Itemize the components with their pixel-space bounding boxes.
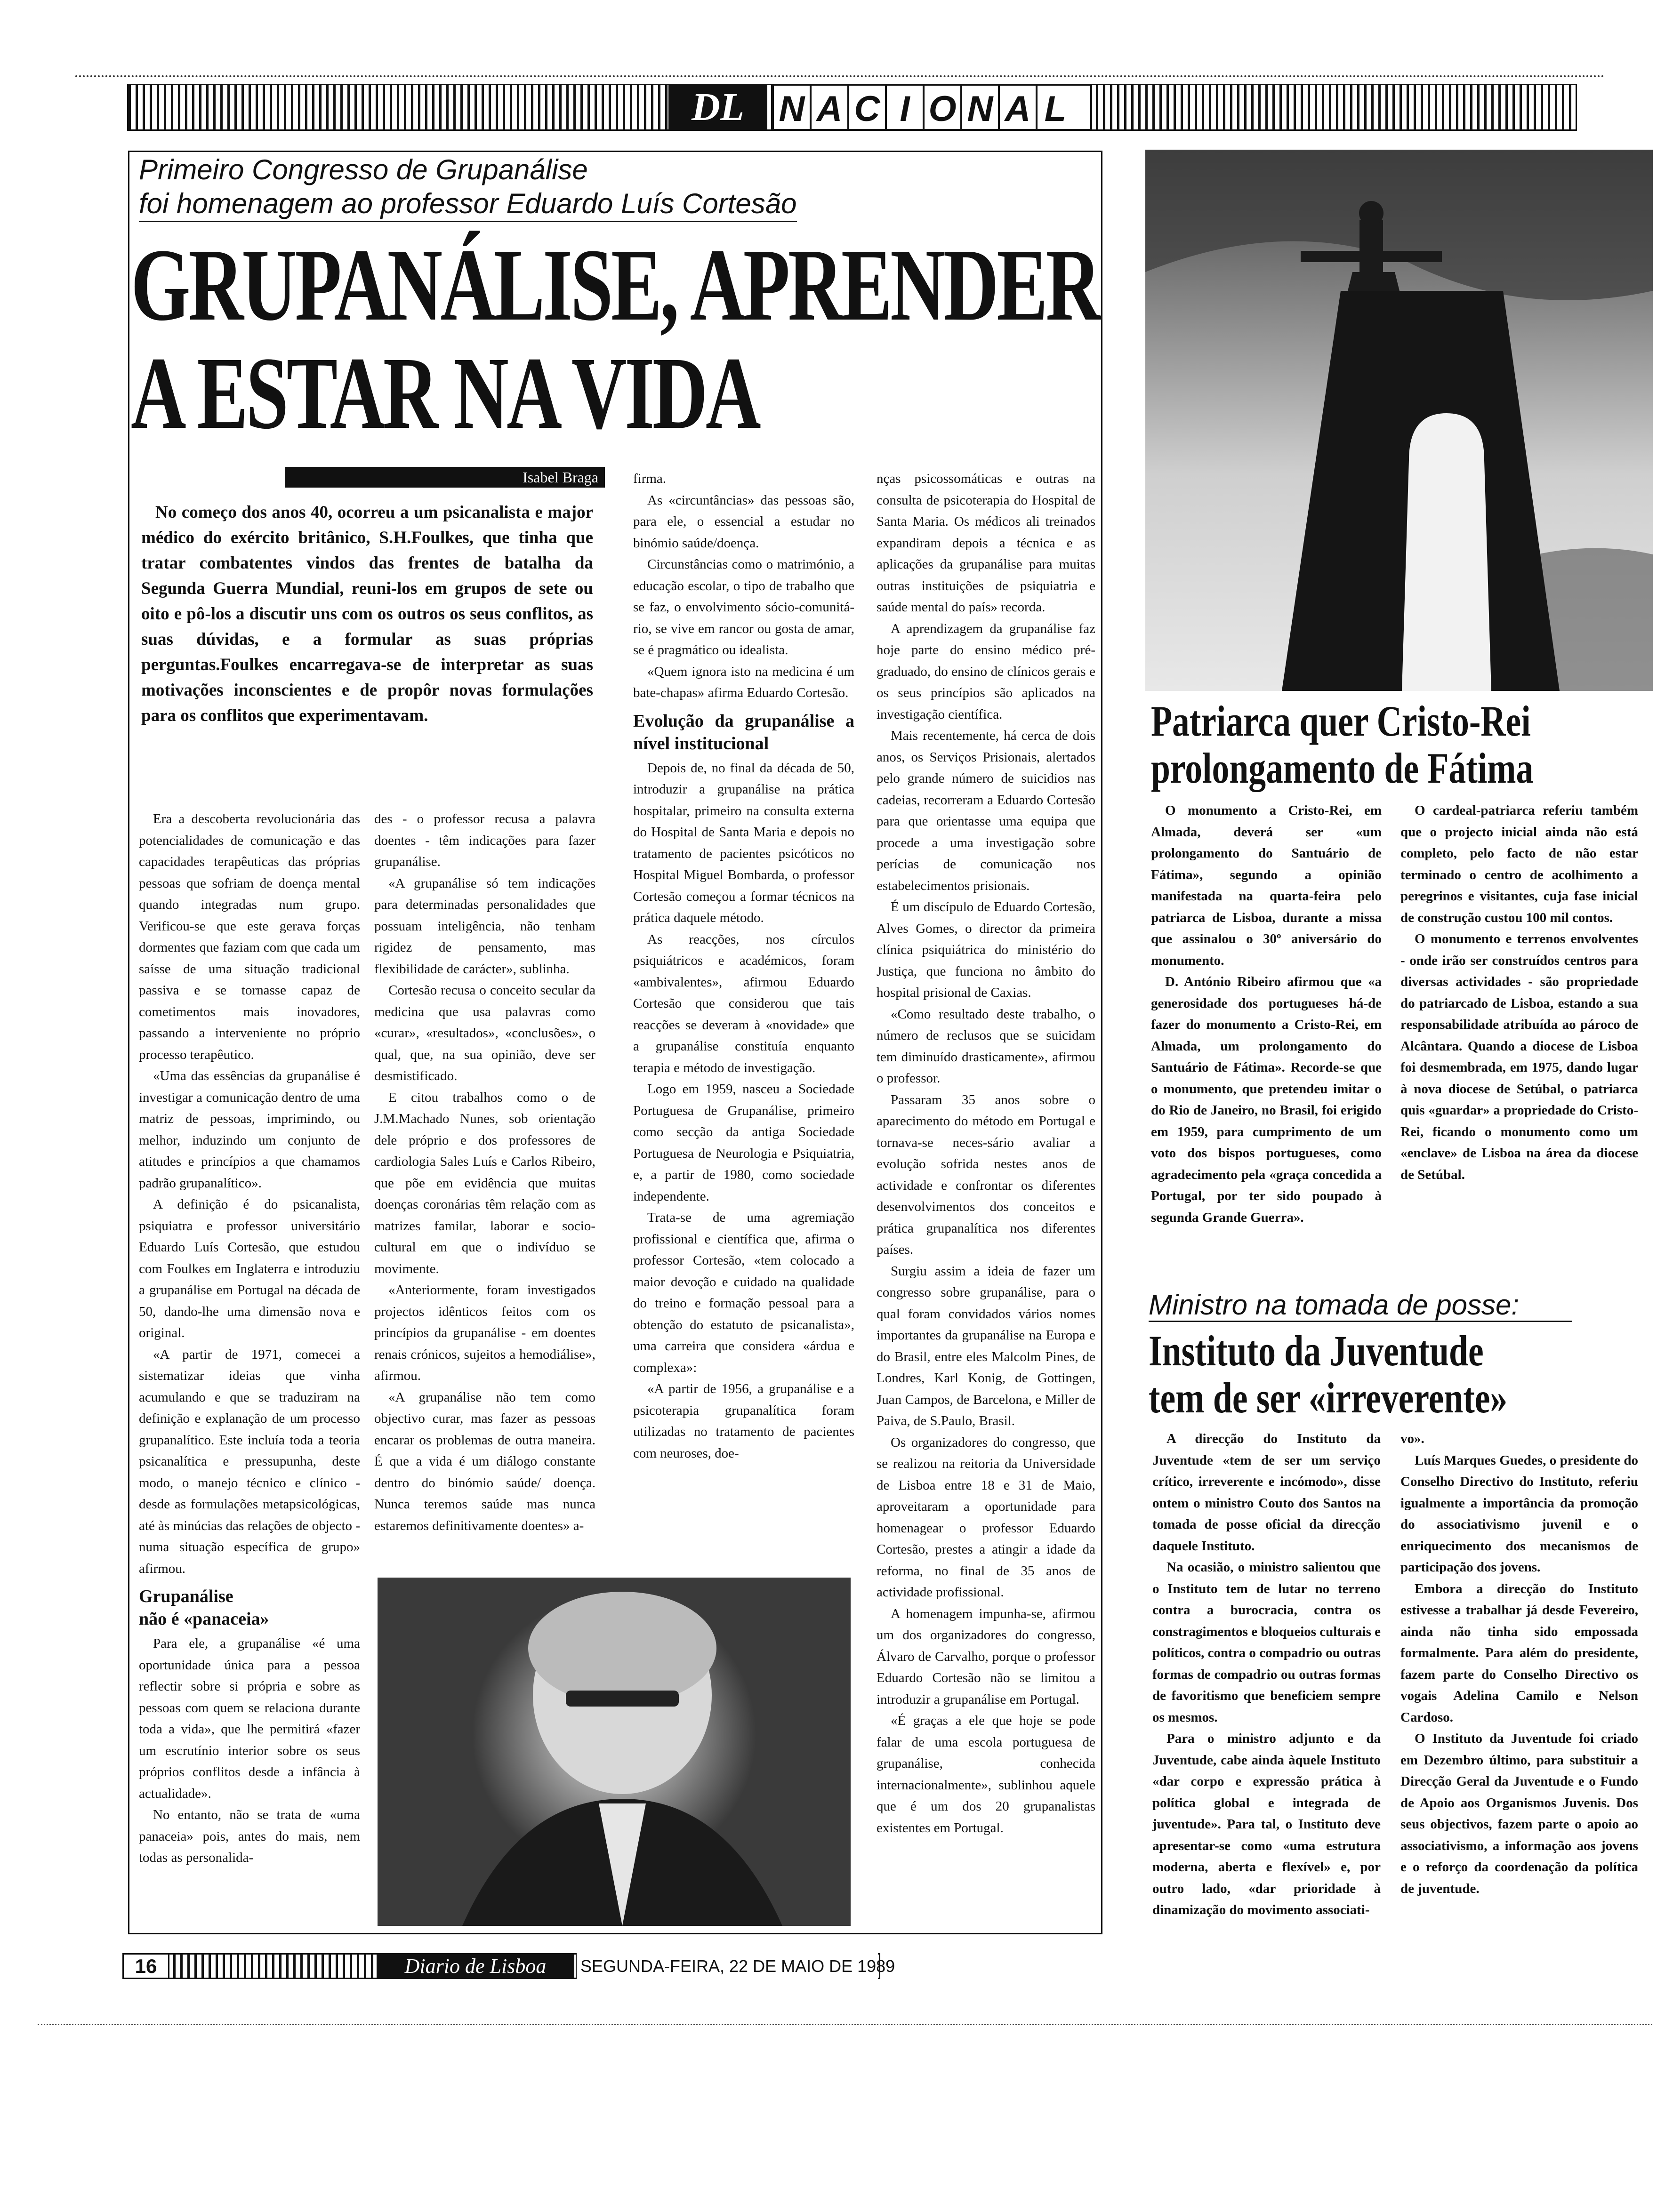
lead-paragraph <box>141 500 593 729</box>
section-letter: N <box>960 86 998 129</box>
main-headline <box>131 227 1099 450</box>
juventude-headline-line2: tem de ser «irreverente» <box>1149 1374 1508 1422</box>
main-column-3 <box>633 468 854 1570</box>
main-col2-paragraph: des - o professor recusa a palavra doentes - têm indicações para fazer grupanálise. <box>374 811 595 869</box>
main-col1-paragraph: Era a descoberta revolucionária das potencialidades de comunicação e das capacidades terapêuticas das próprias pessoas que sofriam de doença mental quando integradas num grupo. Verificou-se que este gerava forças dormentes que faziam com que cada um saísse de uma situação tradicional passiva e se tornasse capaz de cometimentos mais inovadores, passando a interveniente no próprio processo terapêutico. <box>139 811 360 1062</box>
main-col1-paragraph: «Uma das essências da grupanálise é investigar a comunicação dentro de uma matriz de pessoas, imprimindo, ou melhor, induzindo um conjunto de atitudes e princípios a que chamamos padrão grupanalítico». <box>139 1068 360 1191</box>
main-column-1 <box>139 809 360 1919</box>
main-col1-paragraph: No entanto, não se trata de «uma panaceia» pois, antes do mais, nem todas as personalida- <box>139 1807 360 1865</box>
main-col2-paragraph: «A grupanálise só tem indicações para determinadas personalidades que possuam inteligência, não tenham rigidez de pensamento, mas flexibilidade de carácter», sublinha. <box>374 875 595 977</box>
section-letter: L <box>1036 86 1073 129</box>
section-letter: A <box>998 86 1036 129</box>
main-headline-line2: A ESTAR NA VIDA <box>131 336 759 450</box>
main-col2-paragraph: «A grupanálise não tem como objectivo curar, mas fazer as pessoas encarar os problemas de outra maneira. É que a vida é um diálogo constante dentro do binómio saúde/ doença. Nunca teremos saúde mas nunca estaremos definitivamente doentes» a- <box>374 1389 595 1533</box>
paper-name <box>377 1953 574 1979</box>
patriarca-column-2 <box>1400 800 1638 1252</box>
main-col4-paragraph: Surgiu assim a ideia de fazer um congresso sobre grupanálise, para o qual foram convidados vários nomes importantes da grupanálise na Europa e do Brasil, entre eles Malcolm Pines, de Londres, Karl Konig, de Gottingen, Juan Campos, de Barcelona, e Miller de Paiva, de S.Paulo, Brasil. <box>877 1263 1095 1428</box>
main-col3-paragraph: «A partir de 1956, a grupanálise e a psicoterapia grupanalítica foram utilizadas no tratamento de pacientes com neuroses, doe- <box>633 1381 854 1461</box>
patriarca-col2-paragraph: O cardeal-patriarca referiu também que o projecto inicial ainda não está completo, pelo facto de não estar terminado o centro de acolhimento a peregrinos e visitantes, cuja fase inicial de construção custou 100 mil contos. <box>1400 803 1638 925</box>
professor-portrait-photo <box>378 1578 851 1926</box>
main-column-4 <box>877 468 1095 1927</box>
main-col4-paragraph: «É graças a ele que hoje se pode falar de uma escola portuguesa de grupanálise, conhecida internacionalmente», sublinhou aquele que é um dos 20 grupanalistas existentes em Portugal. <box>877 1713 1095 1835</box>
main-col1-paragraph: «A partir de 1971, comecei a sistematizar ideias que vinha acumulando e que se traduziram na definição e explanação de um processo grupanalítico. Este incluía toda a teoria psicanalítica e pressupunha, deste modo, o manejo técnico e clínico - desde as formulações metapsicológicas, até às minúcias das relações de objecto - numa situação específica de grupo» afirmou. <box>139 1346 360 1576</box>
juventude-col2-paragraph: Embora a direcção do Instituto estivesse a trabalhar já desde Fevereiro, ainda não tinha sido empossada formalmente. Para além do presidente, fazem parte do Conselho Directivo os vogais Adelina Camilo e Nelson Cardoso. <box>1400 1581 1638 1725</box>
page-number-text: 16 <box>135 1955 157 1977</box>
grupanalise-subheading-line2: não é «panaceia» <box>139 1609 269 1629</box>
patriarca-col1-paragraph: O monumento a Cristo-Rei, em Almada, deverá ser «um prolongamento do Santuário de Fátima», segundo a opinião manifestada na quarta-feira pelo patriarca de Lisboa, durante a missa que assinalou o 30º aniversário do monumento. <box>1151 803 1382 968</box>
patriarca-headline-line1: Patriarca quer Cristo-Rei <box>1151 697 1531 745</box>
main-col3-paragraph: As «circuntâncias» das pessoas são, para ele, o essencial a estudar no binómio saúde/doença. <box>633 492 854 551</box>
cristo-rei-photo <box>1145 150 1653 691</box>
main-col4-paragraph: A homenagem impunha-se, afirmou um dos organizadores do congresso, Álvaro de Carvalho, porque o professor Eduardo Cortesão não se limitou a introduzir a grupanálise em Portugal. <box>877 1606 1095 1707</box>
cristo-rei-monument <box>1145 150 1653 691</box>
main-col4-paragraph: Os organizadores do congresso, que se realizou na reitoria da Universidade de Lisboa entre 18 e 31 de Maio, aproveitaram a oportunidade para homenagear o professor Eduardo Cortesão, prestes a atingir a idade da reforma, no final de 35 anos de actividade profissional. <box>877 1435 1095 1600</box>
section-logo-text: DL <box>692 85 744 129</box>
juventude-kicker <box>1149 1290 1572 1322</box>
grupanalise-subheading-line1: Grupanálise <box>139 1587 233 1606</box>
main-kicker <box>139 153 939 222</box>
lead-text: No começo dos anos 40, ocorreu a um psicanalista e major médico do exército britânico, S.H.Foulkes, que tinha que tratar combatentes vindos das frentes de batalha da Segunda Guerra Mundial, reuni-los em grupos de sete ou oito e pô-los a discutir uns com os outros os seus conflitos, as suas dúvidas, e a formular as suas próprias perguntas.Foulkes encarregava-se de interpretar as suas motivações inconscientes e de propôr novas formulações para os conflitos que experimentavam. <box>141 503 593 725</box>
juventude-col2-paragraph: O Instituto da Juventude foi criado em Dezembro último, para substituir a Direcção Geral da Juventude e o Fundo de Apoio aos Organismos Juvenis. Dos seus objectivos, fazem parte o apoio ao associativismo, a informação aos jovens e o reforço da coordenação da política de juventude. <box>1400 1731 1638 1896</box>
juventude-col2-paragraph: Luís Marques Guedes, o presidente do Conselho Directivo do Instituto, referiu igualmente a importância da promoção do associativismo juvenil e o enriquecimento dos mecanismos de participação dos jovens. <box>1400 1452 1638 1575</box>
main-col1-paragraph: Para ele, a grupanálise «é uma oportunidade única para a pessoa reflectir sobre si própria e sobre as pessoas com quem se relaciona durante toda a vida», que lhe permitirá «fazer um escrutínio interior sobre os seus próprios conflitos desde a infância à actualidade». <box>139 1636 360 1801</box>
main-col3-paragraph: As reacções, nos círculos psiquiátricos e académicos, foram «ambivalentes», afirmou Eduardo Cortesão que considerou que tais reacções se deveram à «novidade» que a grupanálise constituía enquanto terapia e método de investigação. <box>633 931 854 1075</box>
main-col4-paragraph: É um discípulo de Eduardo Cortesão, Alves Gomes, o director da primeira clínica psiquiátrica do ministério do Justiça, que funciona no âmbito do hospital prisional de Caxias. <box>877 899 1095 1000</box>
main-col3-paragraph: «Quem ignora isto na medicina é um bate-chapas» afirma Eduardo Cortesão. <box>633 664 854 700</box>
section-logo <box>668 84 767 131</box>
byline <box>285 467 605 488</box>
issue-date <box>577 1953 895 1979</box>
issue-date-text: SEGUNDA-FEIRA, 22 DE MAIO DE 1989 <box>580 1956 895 1976</box>
main-col3-paragraph: Logo em 1959, nasceu a Sociedade Portuguesa de Grupanálise, primeiro como secção da antiga Sociedade Portuguesa de Neurologia e Psiquiatria, e, a partir de 1980, como sociedade independente. <box>633 1082 854 1204</box>
main-col4-paragraph: «Como resultado deste trabalho, o número de reclusos que se suicidam tem diminuído drasticamente», afirmou o professor. <box>877 1006 1095 1086</box>
paper-name-text: Diario de Lisboa <box>404 1955 547 1978</box>
patriarca-headline <box>1151 697 1546 792</box>
juventude-col1-paragraph: Para o ministro adjunto e da Juventude, cabe ainda àquele Instituto «dar corpo e expressão prática à política global e integrada de juventude». Para tal, o Instituto deve apresentar-se como «uma estrutura moderna, aberta e flexível» e, por outro lado, «dar prioridade à dinamização do movimento associati- <box>1152 1731 1381 1917</box>
byline-text: Isabel Braga <box>523 469 598 486</box>
juventude-col2-paragraph: vo». <box>1400 1431 1424 1446</box>
patriarca-headline-line2: prolongamento de Fátima <box>1151 744 1534 792</box>
evolucao-subheading: Evolução da grupanálise a nível institucional <box>633 711 854 753</box>
page-top-rule <box>75 75 1605 77</box>
section-name <box>772 84 1092 131</box>
grupanalise-subheading <box>139 1585 360 1630</box>
main-col1-paragraph: A definição é do psicanalista, psiquiatra e professor universitário Eduardo Luís Cortesão, que estudou com Foulkes em Inglaterra e introduziu a grupanálise em Portugal na década de 50, dando-lhe uma dimensão nova e original. <box>139 1197 360 1340</box>
footer-bar <box>122 1953 895 1979</box>
main-kicker-line1: Primeiro Congresso de Grupanálise <box>139 154 588 185</box>
main-headline-line1: GRUPANÁLISE, APRENDER <box>131 227 1099 342</box>
patriarca-column-1 <box>1151 800 1382 1252</box>
portrait-figure <box>378 1578 851 1926</box>
main-kicker-line2: foi homenagem ao professor Eduardo Luís Cortesão <box>139 187 797 222</box>
section-letter: C <box>847 86 885 129</box>
main-col2-paragraph: E citou trabalhos como o de J.M.Machado Nunes, sob orientação dele próprio e dos professores de cardiologia Sales Luís e Carlos Ribeiro, que põe em evidência que muitas doenças coronárias têm relação com as matrizes familar, laborar e socio-cultural em que o indivíduo se movimente. <box>374 1090 595 1276</box>
main-col3-paragraph: firma. <box>633 471 667 486</box>
juventude-col1-paragraph: A direcção do Instituto da Juventude «tem de ser um serviço crítico, irreverente e incómodo», disse ontem o ministro Couto dos Santos na tomada de posse oficial da direcção daquele Instituto. <box>1152 1431 1381 1554</box>
main-col2-paragraph: Cortesão recusa o conceito secular da medicina que usa palavras como «curar», «resultados», «conclusões», o qual, que, na sua opinião, deve ser desmistificado. <box>374 983 595 1083</box>
patriarca-col2-paragraph: O monumento e terrenos envolventes - onde irão ser construídos centros para diversas actividades - são propriedade do patriarcado de Lisboa, estando a sua responsabilidade atribuída ao pároco de Alcântara. Quando a diocese de Lisboa foi desmembrada, em 1975, dando lugar à nova diocese de Setúbal, o patriarca quis «guardar» a propriedade do Cristo-Rei, ficando o monumento como um «enclave» de Lisboa na área da diocese de Setúbal. <box>1400 931 1638 1182</box>
section-letter: N <box>772 86 810 129</box>
main-col4-paragraph: Passaram 35 anos sobre o aparecimento do método em Portugal e tornava-se neces-sário avaliar a evolução sofrida nestes anos de actividade e confrontar os diferentes desenvolvimentos dos conceitos e prática grupanalítica nos diferentes países. <box>877 1092 1095 1257</box>
juventude-column-2 <box>1400 1428 1638 1988</box>
main-col2-paragraph: «Anteriormente, foram investigados projectos idênticos feitos com os princípios da grupanálise - em doentes renais crónicos, sujeitos a hemodiálise», afirmou. <box>374 1282 595 1383</box>
main-col4-paragraph: nças psicossomáticas e outras na consulta de psicoterapia do Hospital de Santa Maria. Os médicos ali treinados expandiram depois a técnica e as aplicações da grupanálise para muitas outras instituições de psiquiatria e saúde mental do país» recorda. <box>877 471 1095 615</box>
main-col4-paragraph: A aprendizagem da grupanálise faz hoje parte do ensino médico pré-graduado, do ensino de clínicos gerais e os seus princípios são aplicados na investigação científica. <box>877 621 1095 722</box>
juventude-col1-paragraph: Na ocasião, o ministro salientou que o Instituto tem de lutar no terreno contra a burocracia, contra os constragimentos e bloqueios culturais e políticos, contra o compadrio ou outras formas de compadrio ou outras formas de favoritismo que beneficiem sempre os mesmos. <box>1152 1560 1381 1725</box>
juventude-headline-line1: Instituto da Juventude <box>1149 1327 1484 1375</box>
page-bottom-rule <box>38 2024 1652 2025</box>
main-col4-paragraph: Mais recentemente, há cerca de dois anos, os Serviços Prisionais, alertados pelo grande número de suicidios nas cadeias, recorreram a Eduardo Cortesão para que orientasse uma equipa que procede a uma investigação sobre perícias de comunicação nos estabelecimentos prisionais. <box>877 728 1095 893</box>
juventude-kicker-text: Ministro na tomada de posse: <box>1149 1289 1520 1321</box>
patriarca-col1-paragraph: D. António Ribeiro afirmou que «a generosidade dos portugueses há-de fazer do monumento a Cristo-Rei, em Almada, um prolongamento do Santuário de Fátima». Recorde-se que o monumento, que pretendeu imitar o do Rio de Janeiro, no Brasil, foi erigido em 1959, para cumprimento de um voto dos bispos portugueses, como agradecimento pela «graça concedida a Portugal, por ter sido poupado à segunda Grande Guerra». <box>1151 974 1382 1225</box>
juventude-headline <box>1149 1327 1544 1421</box>
section-letter: I <box>885 86 923 129</box>
section-letter: O <box>923 86 960 129</box>
main-col3-paragraph: Circunstâncias como o matrimónio, a educação escolar, o tipo de trabalho que se faz, o envolvimento sócio-comunitá-rio, se vive em rancor ou gosta de amar, se é pragmático ou idealista. <box>633 557 854 657</box>
juventude-column-1 <box>1152 1428 1381 1988</box>
main-col3-paragraph: Trata-se de uma agremiação profissional e científica que, afirma o professor Cortesão, «tem colocado a maior devoção e cuidado na qualidade do treino e formação pessoal para a obtenção do estatuto de psicanalista», uma carreira que considera «árdua e complexa»: <box>633 1210 854 1375</box>
main-col3-paragraph: Depois de, no final da década de 50, introduzir a grupanálise na prática hospitalar, primeiro na consulta externa do Hospital de Santa Maria e depois no tratamento de pacientes psicóticos no Hospital Miguel Bombarda, o professor Cortesão começou a formar técnicos na prática daquele método. <box>633 760 854 925</box>
page-number <box>122 1953 169 1979</box>
section-letter: A <box>810 86 847 129</box>
main-column-2 <box>374 809 595 1567</box>
